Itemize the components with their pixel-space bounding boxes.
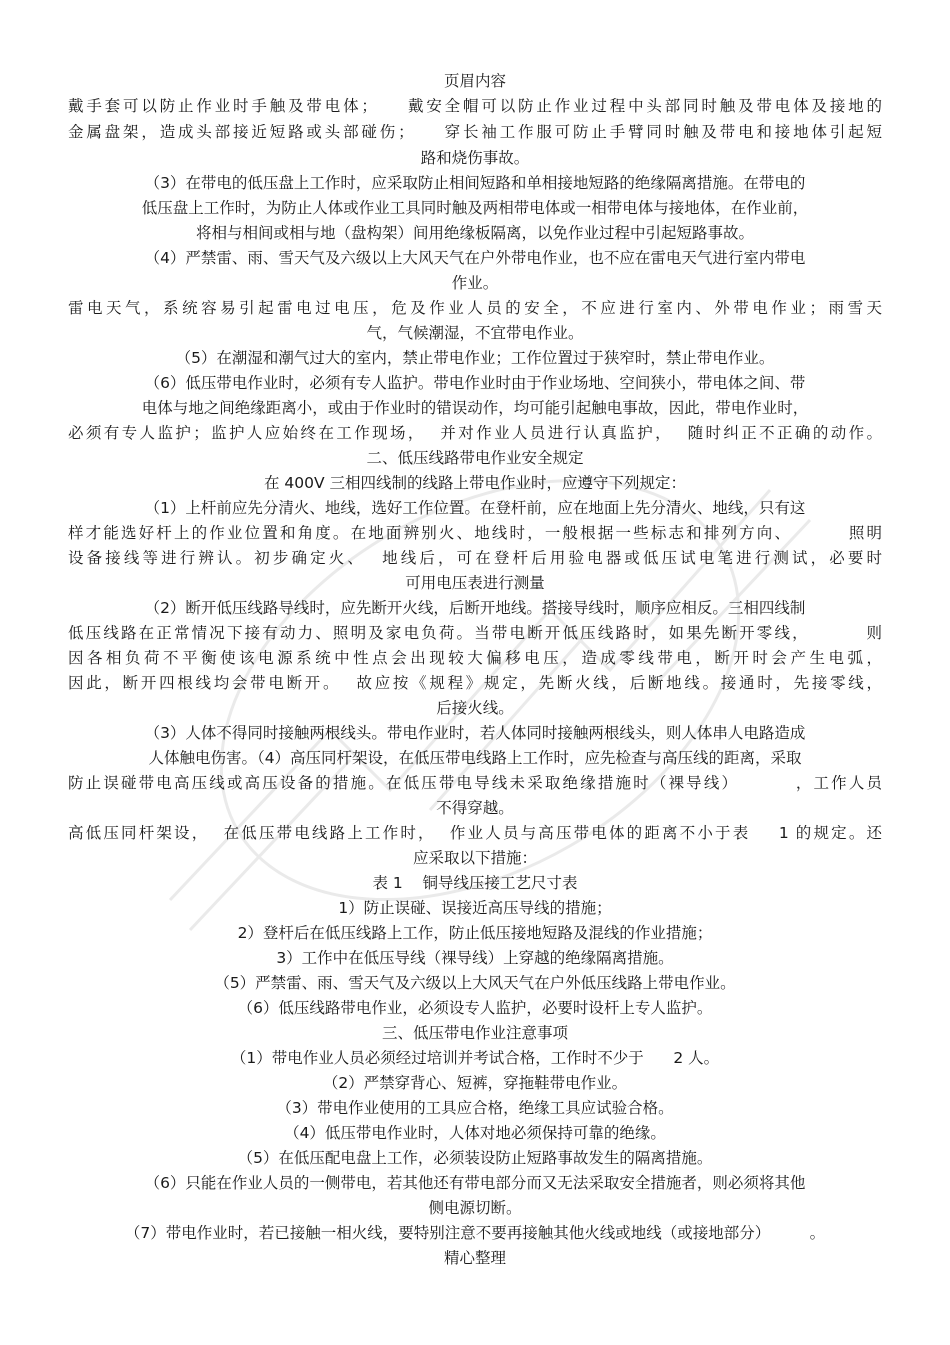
- section-heading: 二、低压线路带电作业安全规定: [366, 449, 584, 467]
- text-line: （2）严禁穿背心、短裤，穿拖鞋带电作业。: [322, 1074, 628, 1092]
- text-line: （5）在低压配电盘上工作，必须装设防止短路事故发生的隔离措施。: [237, 1149, 713, 1167]
- text-line: 人体触电伤害。（4）高压同杆架设，在低压带电线路上工作时，应先检查与高压线的距离，采取: [148, 749, 802, 767]
- text-line: 作业。: [451, 274, 499, 292]
- text-line: （6）低压线路带电作业，必须设专人监护，必要时设杆上专人监护。: [237, 999, 713, 1017]
- text-line: 防止误碰带电高压线或高压设备的措施。在低压带电导线未采取绝缘措施时（裸导线） ，工作人员: [68, 774, 882, 792]
- text-line: 因此，断开四根线均会带电断开。 故应按《规程》规定，先断火线，后断地线。接通时，先接零线，: [68, 674, 882, 692]
- text-line: （1）上杆前应先分清火、地线，选好工作位置。在登杆前，应在地面上先分清火、地线，只有这: [144, 499, 806, 517]
- text-line: （4）低压带电作业时，人体对地必须保持可靠的绝缘。: [284, 1124, 666, 1142]
- text-line: 低压盘上工作时，为防止人体或作业工具同时触及两相带电体或一相带电体与接地体，在作业前，: [141, 199, 809, 217]
- text-line: 气，气候潮湿，不宜带电作业。: [366, 324, 584, 342]
- text-line: （7）带电作业时，若已接触一相火线，要特别注意不要再接触其他火线或地线（或接地部分） 。: [124, 1224, 826, 1242]
- text-line: 将相与相间或相与地（盘构架）间用绝缘板隔离，以免作业过程中引起短路事故。: [195, 224, 754, 242]
- text-line: （3）在带电的低压盘上工作时，应采取防止相间短路和单相接地短路的绝缘隔离措施。在带电的: [144, 174, 806, 192]
- text-line: 在 400V 三相四线制的线路上带电作业时，应遵守下列规定：: [263, 474, 687, 492]
- text-line: 路和烧伤事故。: [420, 149, 530, 167]
- text-line: 戴手套可以防止作业时手触及带电体； 戴安全帽可以防止作业过程中头部同时触及带电体及接地的: [68, 97, 882, 115]
- text-line: （3）人体不得同时接触两根线头。带电作业时，若人体同时接触两根线头，则人体串人电路造成: [144, 724, 806, 742]
- text-line: 3）工作中在低压导线（裸导线）上穿越的绝缘隔离措施。: [276, 949, 674, 967]
- text-line: 不得穿越。: [436, 799, 514, 817]
- text-line: 侧电源切断。: [428, 1199, 522, 1217]
- text-line: （3）带电作业使用的工具应合格，绝缘工具应试验合格。: [276, 1099, 674, 1117]
- text-line: 应采取以下措施：: [412, 849, 537, 867]
- text-line: 金属盘架，造成头部接近短路或头部碰伤； 穿长袖工作服可防止手臂同时触及带电和接地体引起短: [68, 123, 882, 141]
- page-footer: 精心整理: [443, 1249, 506, 1267]
- text-line: 后接火线。: [436, 699, 514, 717]
- text-line: （6）低压带电作业时，必须有专人监护。带电作业时由于作业场地、空间狭小，带电体之间、带: [144, 374, 806, 392]
- text-line: 可用电压表进行测量: [405, 574, 545, 592]
- text-line: 电体与地之间绝缘距离小，或由于作业时的错误动作，均可能引起触电事故，因此，带电作业时，: [141, 399, 809, 417]
- text-line: 低压线路在正常情况下接有动力、照明及家电负荷。当带电断开低压线路时，如果先断开零线， 则: [68, 624, 882, 642]
- text-line: 高低压同杆架设， 在低压带电线路上工作时， 作业人员与高压带电体的距离不小于表 1 的规定。还: [68, 824, 882, 842]
- text-line: 2）登杆后在低压线路上工作，防止低压接地短路及混线的作业措施；: [237, 924, 713, 942]
- text-line: 雷电天气，系统容易引起雷电过电压，危及作业人员的安全，不应进行室内、外带电作业；雨雪天: [68, 299, 882, 317]
- text-line: （1）带电作业人员必须经过培训并考试合格，工作时不少于 2 人。: [230, 1049, 720, 1067]
- text-line: 样才能选好杆上的作业位置和角度。在地面辨别火、地线时，一般根据一些标志和排列方向、 照明: [68, 524, 882, 542]
- page-header: 页眉内容: [443, 72, 506, 90]
- text-line: 设备接线等进行辨认。初步确定火、 地线后，可在登杆后用验电器或低压试电笔进行测试，必要时: [68, 549, 882, 567]
- text-line: （2）断开低压线路导线时，应先断开火线，后断开地线。搭接导线时，顺序应相反。三相四线制: [144, 599, 806, 617]
- text-line: （6）只能在作业人员的一侧带电，若其他还有带电部分而又无法采取安全措施者，则必须将其他: [144, 1174, 806, 1192]
- table-caption: 表 1 铜导线压接工艺尺寸表: [372, 874, 578, 892]
- text-line: （4）严禁雷、雨、雪天气及六级以上大风天气在户外带电作业，也不应在雷电天气进行室内带电: [144, 249, 806, 267]
- text-line: 1）防止误碰、误接近高压导线的措施；: [338, 899, 612, 917]
- text-line: 因各相负荷不平衡使该电源系统中性点会出现较大偏移电压，造成零线带电，断开时会产生电弧，: [68, 649, 882, 667]
- text-line: （5）在潮湿和潮气过大的室内，禁止带电作业；工作位置过于狭窄时，禁止带电作业。: [175, 349, 775, 367]
- text-line: 必须有专人监护；监护人应始终在工作现场， 并对作业人员进行认真监护， 随时纠正不正确的动作。: [68, 424, 882, 442]
- section-heading: 三、低压带电作业注意事项: [381, 1024, 568, 1042]
- text-line: （5）严禁雷、雨、雪天气及六级以上大风天气在户外低压线路上带电作业。: [214, 974, 736, 992]
